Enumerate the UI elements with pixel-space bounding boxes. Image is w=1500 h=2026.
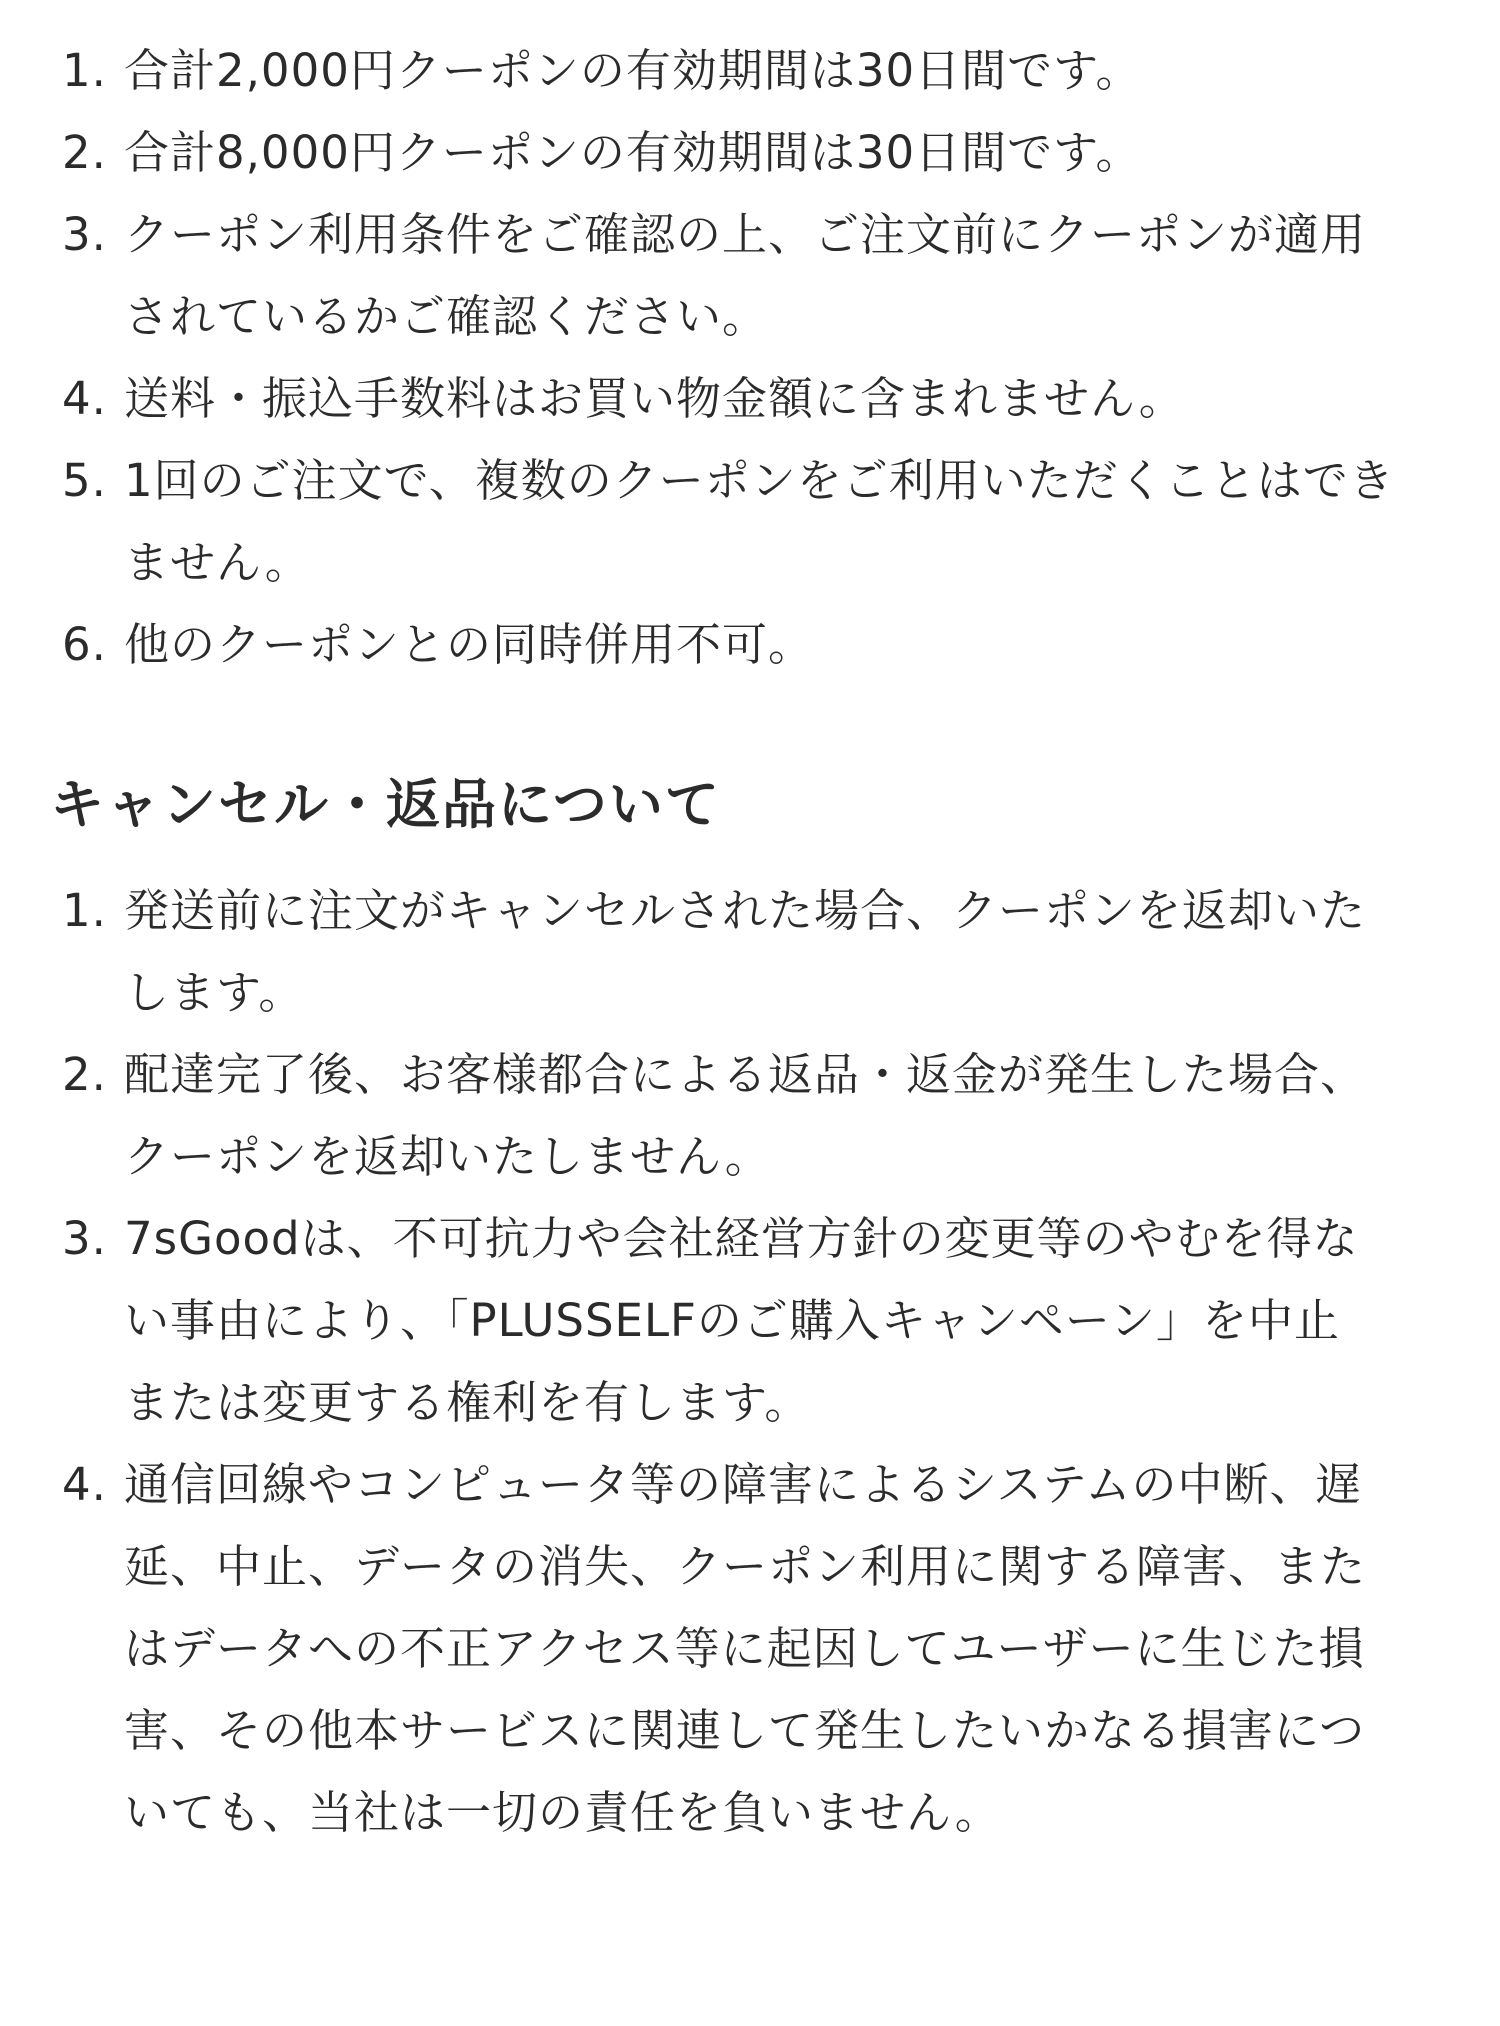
list-item-text-line: クーポンを返却いたしません。 (124, 1130, 771, 1183)
list-number: 2. (62, 126, 107, 179)
cancel-term-item-2 (0, 1034, 1500, 1198)
cancel-term-item-4 (0, 1444, 1500, 1854)
coupon-term-item-6 (0, 604, 1500, 686)
list-item-text-line: い事由により、「PLUSSELFのご購入キャンペーン」を中止 (124, 1294, 1341, 1347)
list-number: 1. (62, 884, 107, 937)
list-number: 3. (62, 208, 107, 261)
list-number: 4. (62, 1458, 107, 1511)
list-item-text-line: 合計8,000円クーポンの有効期間は30日間です。 (124, 126, 1142, 179)
list-number: 4. (62, 372, 107, 425)
list-item-text-line: 送料・振込手数料はお買い物金額に含まれません。 (124, 372, 1185, 425)
list-number: 6. (62, 618, 107, 671)
list-item-text-line: 発送前に注文がキャンセルされた場合、クーポンを返却いた (124, 884, 1367, 937)
coupon-term-item-4 (0, 358, 1500, 440)
list-item-text-line: 7sGoodは、不可抗力や会社経営方針の変更等のやむを得な (124, 1212, 1359, 1265)
list-item-text-line: または変更する権利を有します。 (124, 1376, 811, 1429)
list-item-text-line: 害、その他本サービスに関連して発生したいかなる損害につ (124, 1704, 1366, 1757)
list-item-text-line: 延、中止、データの消失、クーポン利用に関する障害、また (124, 1540, 1367, 1593)
coupon-term-item-1 (0, 30, 1500, 112)
list-number: 3. (62, 1212, 107, 1265)
list-item-text-line: ません。 (124, 536, 311, 589)
list-item-text-line: されているかご確認ください。 (124, 290, 769, 343)
list-number: 5. (62, 454, 107, 507)
coupon-term-item-3 (0, 194, 1500, 358)
section-heading-cancel-return: キャンセル・返品について (50, 773, 721, 836)
list-item-text-line: はデータへの不正アクセス等に起因してユーザーに生じた損 (124, 1622, 1365, 1675)
list-item-text-line: 1回のご注文で、複数のクーポンをご利用いただくことはでき (124, 454, 1395, 507)
coupon-term-item-5 (0, 440, 1500, 604)
list-number: 2. (62, 1048, 107, 1101)
list-item-text-line: 他のクーポンとの同時併用不可。 (124, 618, 815, 671)
list-item-text-line: 通信回線やコンピュータ等の障害によるシステムの中断、遅 (124, 1458, 1362, 1511)
list-item-text-line: いても、当社は一切の責任を負いません。 (124, 1786, 1001, 1839)
list-item-text-line: クーポン利用条件をご確認の上、ご注文前にクーポンが適用 (124, 208, 1367, 261)
cancel-term-item-3 (0, 1198, 1500, 1444)
coupon-term-item-2 (0, 112, 1500, 194)
list-number: 1. (62, 44, 107, 97)
list-item-text-line: 配達完了後、お客様都合による返品・返金が発生した場合、 (124, 1048, 1367, 1101)
cancel-terms-list (0, 870, 1500, 1854)
list-item-text-line: 合計2,000円クーポンの有効期間は30日間です。 (124, 44, 1142, 97)
coupon-terms-list (0, 30, 1500, 686)
list-item-text-line: します。 (124, 966, 305, 1019)
cancel-term-item-1 (0, 870, 1500, 1034)
